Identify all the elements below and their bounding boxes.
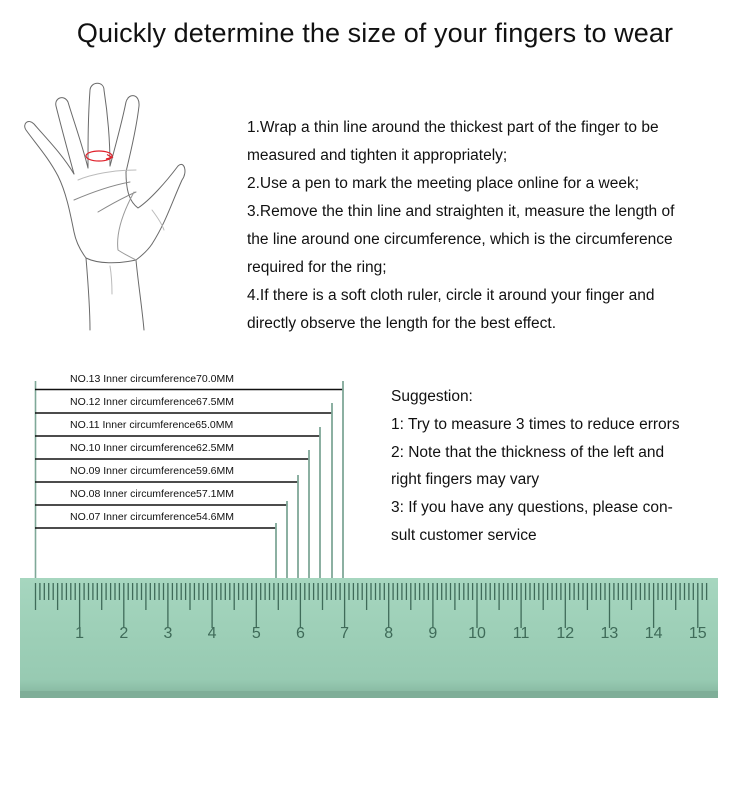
suggestion-line: 2: Note that the thickness of the left and: [391, 443, 665, 461]
suggestion-line: 1: Try to measure 3 times to reduce errors: [391, 415, 680, 433]
suggestion-line: sult customer service: [391, 526, 537, 544]
page-title: Quickly determine the size of your fingers to wear: [76, 18, 674, 48]
ruler-label: 14: [644, 625, 663, 642]
ruler-label: 8: [384, 625, 394, 642]
instruction-line: the line around one circumference, which is the circumference: [247, 231, 673, 248]
ruler-label: 15: [688, 625, 707, 642]
ruler-label: 6: [295, 625, 305, 642]
instruction-line: 3.Remove the thin line and straighten it, measure the length of: [247, 203, 675, 220]
instruction-line: measured and tighten it appropriately;: [247, 147, 508, 164]
ruler: [20, 578, 718, 698]
ruler-label: 10: [468, 625, 486, 642]
size-label-no07: NO.07 Inner circumference54.6MM: [70, 511, 234, 523]
size-label-no10: NO.10 Inner circumference62.5MM: [70, 442, 234, 454]
ruler-ticks: [20, 578, 718, 698]
suggestion-line: right fingers may vary: [391, 471, 540, 489]
size-label-no12: NO.12 Inner circumference67.5MM: [70, 396, 234, 408]
ruler-label: 11: [512, 625, 530, 642]
size-label-no13: NO.13 Inner circumference70.0MM: [70, 373, 234, 385]
instruction-line: 2.Use a pen to mark the meeting place online for a week;: [247, 175, 640, 192]
ruler-label: 1: [75, 625, 85, 642]
size-label-no08: NO.08 Inner circumference57.1MM: [70, 488, 234, 500]
instruction-line: 4.If there is a soft cloth ruler, circle it around your finger and: [247, 287, 655, 304]
suggestion-heading: Suggestion:: [391, 388, 473, 405]
ruler-label: 12: [556, 625, 575, 642]
ruler-label: 13: [600, 625, 619, 642]
instruction-line: directly observe the length for the best effect.: [247, 315, 557, 332]
ruler-label: 9: [428, 625, 438, 642]
instruction-line: 1.Wrap a thin line around the thickest part of the finger to be: [247, 119, 659, 136]
suggestion-line: 3: If you have any questions, please con-: [391, 499, 673, 517]
ruler-label: 3: [163, 625, 173, 642]
ruler-label: 2: [119, 625, 129, 642]
ruler-label: 4: [207, 625, 217, 642]
size-label-no09: NO.09 Inner circumference59.6MM: [70, 465, 234, 477]
suggestion-panel: [391, 383, 731, 550]
ruler-label: 5: [251, 625, 261, 642]
size-label-no11: NO.11 Inner circumference65.0MM: [70, 419, 234, 431]
ruler-label: 7: [340, 625, 350, 642]
instruction-line: required for the ring;: [247, 259, 387, 276]
